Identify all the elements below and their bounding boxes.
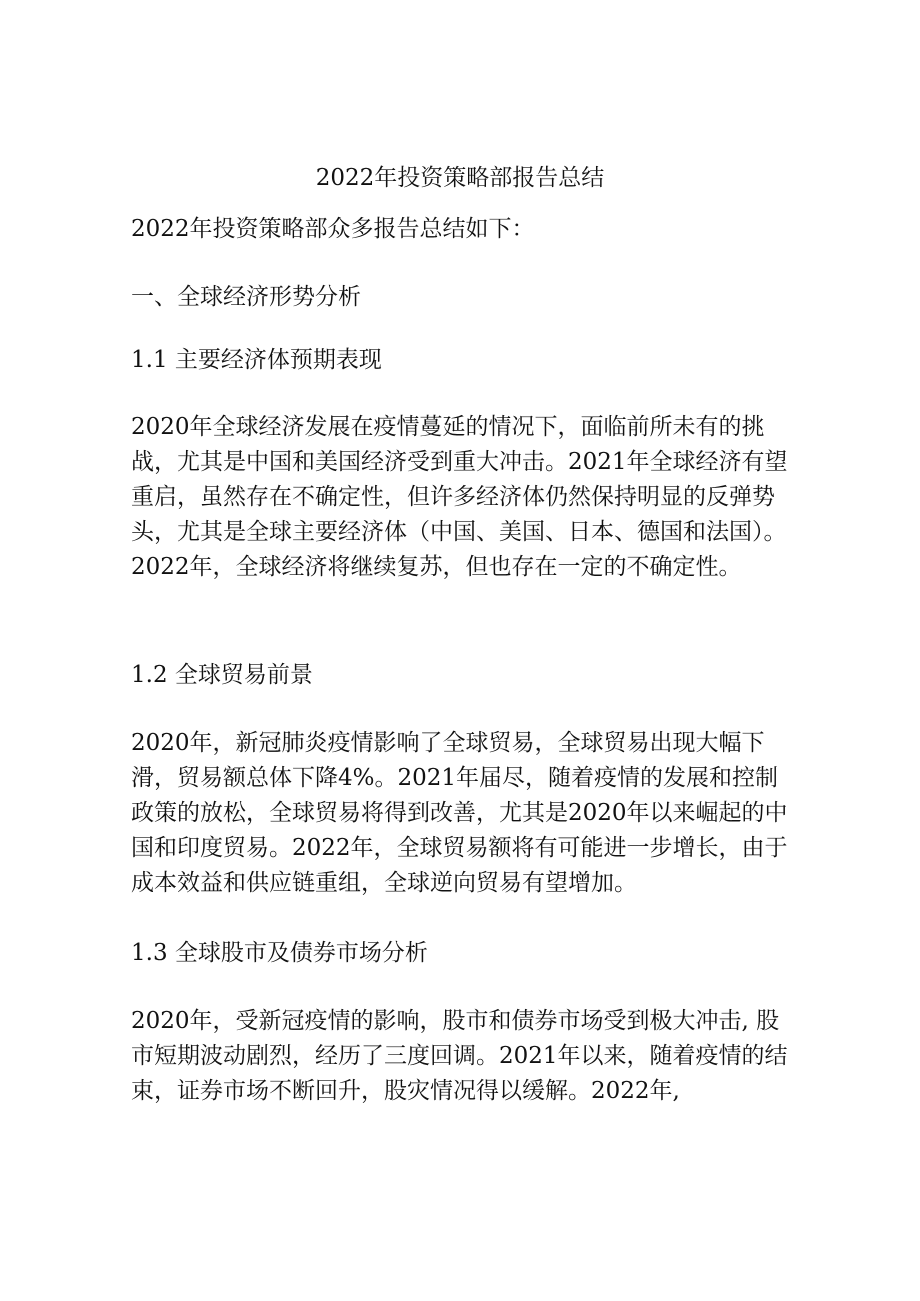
intro-paragraph: 2022年投资策略部众多报告总结如下：: [131, 216, 535, 242]
subsection-heading-1-3: 1.3 全球股市及债券市场分析: [131, 940, 428, 966]
paragraph-1-3: 2020年，受新冠疫情的影响，股市和债券市场受到极大冲击, 股市短期波动剧烈，经历了三度回调。2021年以来，随着疫情的结束，证券市场不断回升，股灾情况得以缓解。2022年,: [131, 1008, 788, 1104]
document-title: 2022年投资策略部报告总结: [315, 165, 605, 191]
paragraph-1-1: 2020年全球经济发展在疫情蔓延的情况下，面临前所未有的挑战，尤其是中国和美国经济受到重大冲击。2021年全球经济有望重启，虽然存在不确定性，但许多经济体仍然保持明显的反弹势头，尤其是全球主要经济体（中国、美国、日本、德国和法国）。2022年，全球经济将继续复苏，但也存在一定的不确定性。: [131, 414, 788, 580]
subsection-heading-1-2: 1.2 全球贸易前景: [131, 662, 313, 688]
paragraph-1-2: 2020年，新冠肺炎疫情影响了全球贸易，全球贸易出现大幅下滑，贸易额总体下降4%。2021年届尽，随着疫情的发展和控制政策的放松，全球贸易将得到改善，尤其是2020年以来崛起的中国和印度贸易。2022年，全球贸易额将有可能进一步增长，由于成本效益和供应链重组，全球逆向贸易有望增加。: [131, 730, 788, 896]
subsection-heading-1-1: 1.1 主要经济体预期表现: [131, 347, 382, 373]
section-heading-1: 一、全球经济形势分析: [131, 284, 361, 310]
